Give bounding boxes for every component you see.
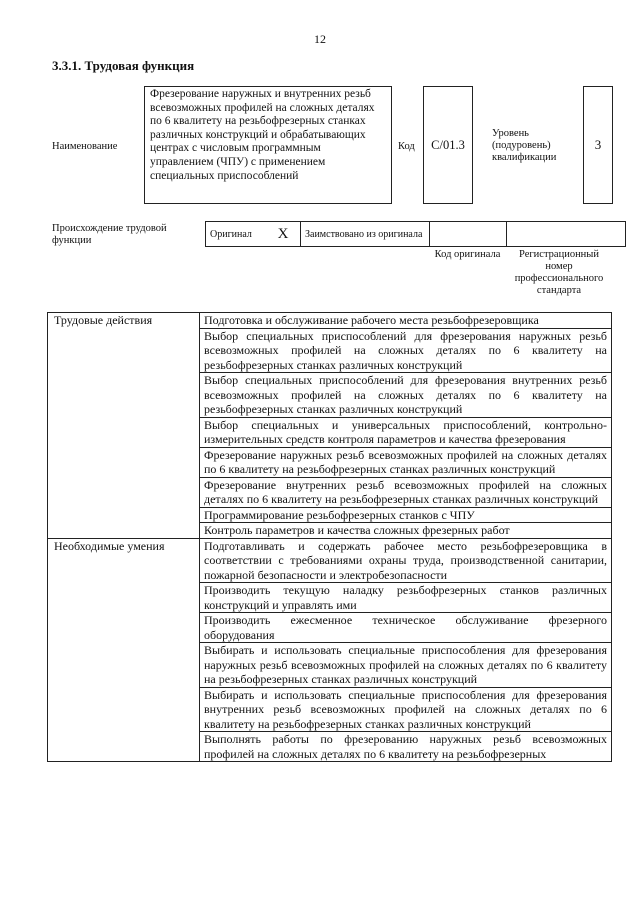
name-label: Наименование — [52, 141, 118, 152]
table-row: Программирование резьбофрезерных станков с ЧПУ — [200, 507, 612, 523]
table-row: Выбирать и использовать специальные приспособления для фрезерования наружных резьб всевозможных профилей на сложных деталях по 6 квалитету на резьбофрезерных станках различных конструкций — [200, 643, 612, 688]
level-box — [583, 86, 613, 204]
registration-number-cell — [507, 222, 626, 247]
table-row: Фрезерование внутренних резьб всевозможных профилей на сложных деталях по 6 квалитету на резьбофрезерных станках различных конструкций — [200, 477, 612, 507]
original-mark: X — [266, 222, 301, 247]
section-title: 3.3.1. Трудовая функция — [52, 58, 195, 73]
table-row: Подготавливать и содержать рабочее место резьбофрезеровщика в соответствии с требованиями охраны труда, производственной санитарии, пожарной безопасности и электробезопасности — [200, 538, 612, 583]
function-code-box — [423, 86, 473, 204]
registration-caption: Регистрационный номер профессионального стандарта — [514, 249, 604, 296]
function-name-box: Фрезерование наружных и внутренних резьб всевозможных профилей на сложных деталях по 6 квалитету на резьбофрезерных станках различных конструкций и обрабатывающих центрах с числовым программным управлением (ЧПУ) с применением специальных приспособлений — [144, 86, 392, 204]
table-row: Выбор специальных и универсальных приспособлений, контрольно-измерительных средств контроля параметров и качества фрезерования — [200, 417, 612, 447]
origin-label: Происхождение трудовой функции — [52, 223, 167, 246]
borrowed-label: Заимствовано из оригинала — [301, 222, 430, 247]
original-label: Оригинал — [206, 222, 267, 247]
code-label: Код — [398, 141, 415, 152]
page-number: 12 — [314, 32, 326, 46]
function-details-table — [47, 312, 612, 762]
level-value: 3 — [594, 137, 602, 152]
section-header-skills: Необходимые умения — [48, 538, 200, 762]
section-header-actions: Трудовые действия — [48, 313, 200, 539]
level-label: Уровень (подуровень) квалификации — [492, 128, 557, 163]
table-row: Выбирать и использовать специальные приспособления для фрезерования внутренних резьб всевозможных профилей на сложных деталях по 6 квалитету на резьбофрезерных станках различных конструкций — [200, 687, 612, 732]
origin-code-cell — [430, 222, 507, 247]
table-row: Выбор специальных приспособлений для фрезерования внутренних резьб всевозможных профилей на сложных деталях по 6 квалитету на резьбофрезерных станках различных конструкций — [200, 373, 612, 418]
origin-table — [205, 221, 626, 247]
table-row: Контроль параметров и качества сложных фрезерных работ — [200, 523, 612, 539]
table-row: Производить ежесменное техническое обслуживание фрезерного оборудования — [200, 613, 612, 643]
code-caption: Код оригинала — [434, 249, 501, 260]
table-row: Выбор специальных приспособлений для фрезерования наружных резьб всевозможных профилей на сложных деталях по 6 квалитету на резьбофрезерных станках различных конструкций — [200, 328, 612, 373]
table-row: Производить текущую наладку резьбофрезерных станков различных конструкций и управлять ими — [200, 583, 612, 613]
table-row: Выполнять работы по фрезерованию наружных резьб всевозможных профилей на сложных деталях по 6 квалитету на резьбофрезерных — [200, 732, 612, 762]
table-row: Подготовка и обслуживание рабочего места резьбофрезеровщика — [200, 313, 612, 329]
function-code: С/01.3 — [431, 137, 465, 152]
table-row: Фрезерование наружных резьб всевозможных профилей на сложных деталях по 6 квалитету на резьбофрезерных станках различных конструкций — [200, 447, 612, 477]
